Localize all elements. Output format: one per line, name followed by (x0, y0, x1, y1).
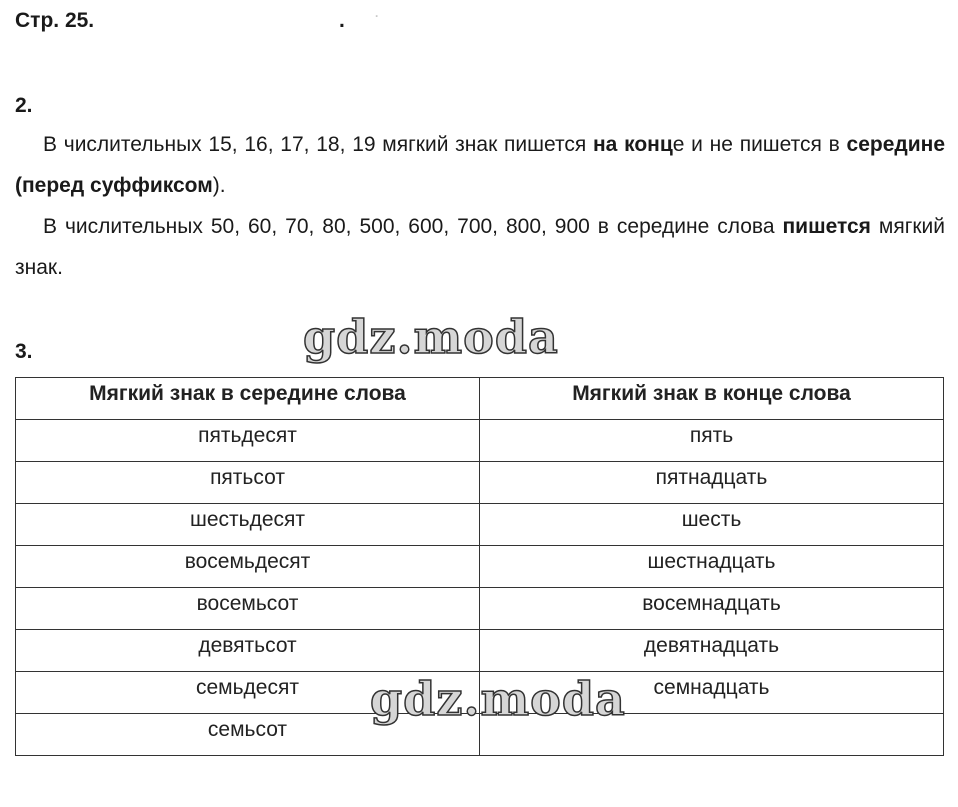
cell-end (480, 714, 944, 756)
cell-end: пятнадцать (480, 462, 944, 504)
stray-dot-faint: . (375, 6, 379, 20)
task-3-number: 3. (15, 340, 33, 363)
p1-bold-2: середине (перед суффиксом (15, 133, 946, 197)
cell-end: пять (480, 420, 944, 462)
p1-bold-1: на конц (592, 133, 673, 156)
cell-middle: восемьдесят (16, 546, 480, 588)
cell-middle: шестьдесят (16, 504, 480, 546)
page-number: Стр. 25. (15, 9, 95, 32)
p1-text-2: е и не пишется в (672, 133, 847, 156)
cell-middle: девятьсот (16, 630, 480, 672)
table-row (16, 420, 944, 462)
cell-end: семнадцать (480, 672, 944, 714)
p2-bold-1: пишется (782, 215, 871, 238)
soft-sign-table (15, 377, 944, 756)
table-row (16, 630, 944, 672)
task-2-paragraph-2 (15, 206, 945, 288)
table-row (16, 672, 944, 714)
task-2-paragraph-1 (15, 124, 945, 206)
task-2-number: 2. (15, 94, 33, 117)
table-row (16, 546, 944, 588)
cell-end: девятнадцать (480, 630, 944, 672)
cell-middle: пятьдесят (16, 420, 480, 462)
header-end-column: Мягкий знак в конце слова (480, 378, 944, 420)
watermark-top: gdz.moda (303, 310, 559, 364)
table-row (16, 462, 944, 504)
p2-text-2: мягкий знак. (15, 215, 946, 279)
watermark-bottom: gdz.moda (370, 672, 626, 726)
cell-middle: пятьсот (16, 462, 480, 504)
cell-middle: семьсот (16, 714, 480, 756)
cell-middle: семьдесят (16, 672, 480, 714)
p2-text-1: В числительных 50, 60, 70, 80, 500, 600, 700, 800, 900 в середине слова (43, 215, 783, 238)
table-row (16, 714, 944, 756)
cell-middle: восемьсот (16, 588, 480, 630)
cell-end: шестнадцать (480, 546, 944, 588)
table-header-row (16, 378, 944, 420)
header-middle-column: Мягкий знак в середине слова (16, 378, 480, 420)
cell-end: шесть (480, 504, 944, 546)
p1-text-1: В числительных 15, 16, 17, 18, 19 мягкий знак пишется (43, 133, 593, 156)
stray-dot: . (339, 9, 345, 32)
table-row (16, 504, 944, 546)
cell-end: восемнадцать (480, 588, 944, 630)
table-row (16, 588, 944, 630)
p1-text-3: ). (212, 174, 226, 197)
